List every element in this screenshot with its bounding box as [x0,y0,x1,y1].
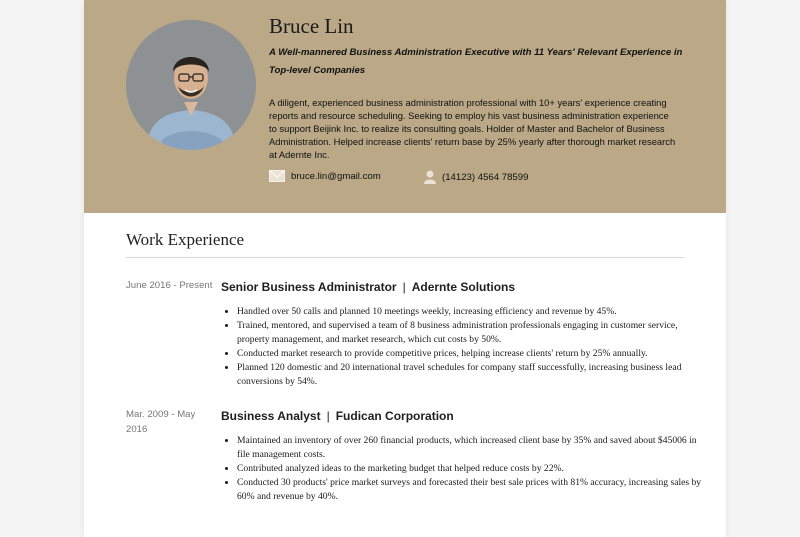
section-title-work-experience: Work Experience [126,230,245,249]
candidate-name: Bruce Lin [269,14,354,38]
job-heading [221,409,454,423]
candidate-summary: A diligent, experienced business administration professional with 10+ years' experience creating reports and resource scheduling. Seeking to employ his vast business administration experience to support Beijink Inc. to realize its consulting goals. Holder of Master and Bachelor of Business Administration. Helped increase clients' return base by 25% yearly after thorough market research at Adernte Inc. [269,97,676,160]
job-role: Senior Business Administrator [221,280,397,294]
candidate-tagline: A Well-mannered Business Administration Executive with 11 Years' Relevant Experience in Top-level Companies [269,47,683,76]
job-company: Adernte Solutions [411,280,516,294]
job-role: Business Analyst [221,409,321,423]
contact-email [269,170,381,182]
section-divider [126,257,684,258]
job-dates: Mar. 2009 - May 2016 [126,409,196,435]
email-text: bruce.lin@gmail.com [291,170,381,182]
job-separator: | [402,280,406,294]
job-heading [221,280,515,294]
list-item: • Contributed analyzed ideas to the marketing budget that helped reduce costs by 22%. [237,462,707,476]
job-bullets [221,434,707,504]
job-dates: June 2016 - Present [126,280,213,291]
phone-text: (14123) 4564 78599 [442,171,529,183]
job-separator: | [326,409,330,423]
list-item: • Maintained an inventory of over 260 financial products, which increased client base by 35% and saved about $45006 in file management costs. [237,434,707,462]
person-icon [424,170,436,184]
envelope-icon [269,170,285,182]
resume-page [84,0,726,537]
list-item: • Handled over 50 calls and planned 10 meetings weekly, increasing efficiency and revenue by 45%. [237,305,707,319]
list-item: • Conducted 30 products' price market surveys and forecasted their best sale prices with 81% accuracy, increasing sales by 60% and revenue by 40%. [237,476,707,504]
job-company: Fudican Corporation [335,409,454,423]
job-bullets [221,305,707,389]
list-item: • Conducted market research to provide competitive prices, helping increase clients' return by 25% annually. [237,347,707,361]
profile-photo [126,20,256,150]
list-item: • Planned 120 domestic and 20 international travel schedules for company staff successfully, increasing business lead conversions by 54%. [237,361,707,389]
contact-phone [424,170,528,184]
resume-header [84,0,726,213]
list-item: • Trained, mentored, and supervised a team of 8 business administration professionals engaging in customer service, property management, and market research, which cut costs by 50%. [237,319,707,347]
